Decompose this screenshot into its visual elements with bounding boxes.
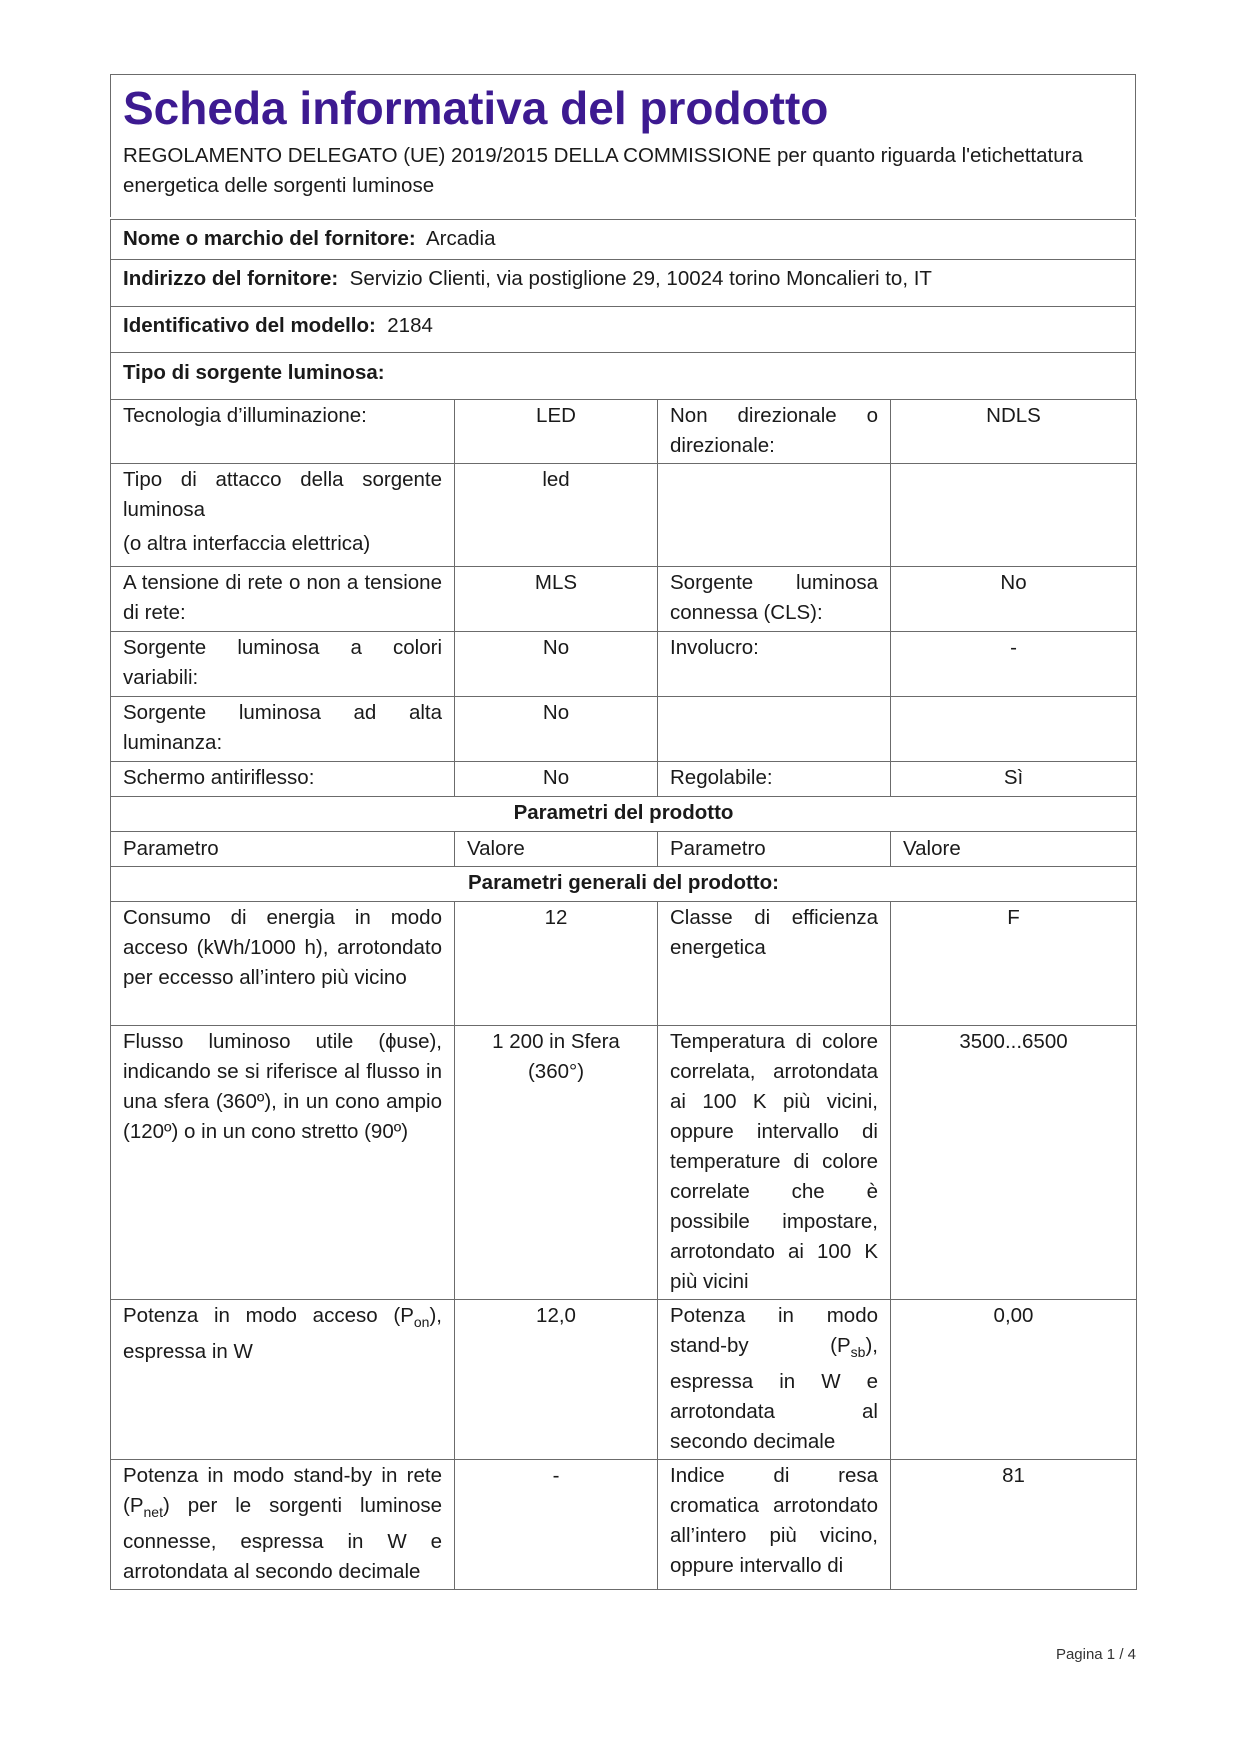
address-label: Indirizzo del fornitore: [123,267,339,290]
param-value: - [455,1460,658,1590]
param-value: No [455,762,658,797]
product-params-heading: Parametri del prodotto [111,797,1137,832]
param-label: Regolabile: [658,762,891,797]
param-label: Tecnologia d’illuminazione: [111,400,455,464]
param-label [658,697,891,762]
param-value: - [891,632,1137,697]
param-label [658,1300,891,1460]
network-standby-label-sub: net [143,1504,163,1521]
param-label [658,464,891,567]
network-standby-label-post: ) per le sorgenti luminose connesse, espressa in W e arrotondata al secondo decimale [123,1494,442,1584]
table-row [111,632,1137,697]
param-value: Sì [891,762,1137,797]
standby-power-label-pre: Potenza in modo stand-by (P [670,1304,878,1357]
param-value: No [455,632,658,697]
param-value: NDLS [891,400,1137,464]
param-value: 0,00 [891,1300,1137,1460]
table-row [111,1026,1137,1300]
param-label: Sorgente luminosa ad alta luminanza: [111,697,455,762]
param-value: F [891,902,1137,1026]
param-value: 81 [891,1460,1137,1590]
param-value: No [891,567,1137,632]
param-label: A tensione di rete o non a tensione di rete: [111,567,455,632]
param-label: Schermo antiriflesso: [111,762,455,797]
identity-block [110,219,1136,399]
param-label [111,1300,455,1460]
table-row [111,400,1137,464]
section-row [111,867,1137,902]
supplier-row [111,219,1135,260]
param-value: 12,0 [455,1300,658,1460]
table-row [111,464,1137,567]
table-row [111,902,1137,1026]
column-header-param: Parametro [111,832,455,867]
title-block [110,74,1136,217]
general-params-heading: Parametri generali del prodotto: [111,867,1137,902]
source-type-row [111,353,1135,399]
column-header-row [111,832,1137,867]
param-value [891,697,1137,762]
table-row [111,697,1137,762]
table-row [111,762,1137,797]
regulation-subtitle: REGOLAMENTO DELEGATO (UE) 2019/2015 DELLA COMMISSIONE per quanto riguarda l'etichettatura energetica delle sorgenti luminose [123,144,1083,197]
product-sheet [110,74,1136,1590]
page-title: Scheda informativa del prodotto [123,82,829,134]
param-value: LED [455,400,658,464]
page-number: Pagina 1 / 4 [1055,1646,1136,1663]
param-label-main: Tipo di attacco della sorgente luminosa [123,468,442,521]
column-header-value: Valore [891,832,1137,867]
param-label: Indice di resa cromatica arrotondato all’intero più vicino, oppure intervallo di [658,1460,891,1590]
param-label: Classe di efficienza energetica [658,902,891,1026]
table-row [111,1300,1137,1460]
param-label: Non direzionale o direzionale: [658,400,891,464]
param-label: Temperatura di colore correlata, arrotondata ai 100 K più vicini, oppure intervallo di temperature di colore correlate che è possibile impostare, arrotondato ai 100 K più vicini [658,1026,891,1300]
address-row [111,260,1135,307]
param-value: led [455,464,658,567]
column-header-value: Valore [455,832,658,867]
standby-power-label-post: ), espressa in W e arrotondata al secondo decimale [670,1334,878,1454]
parameters-table [110,399,1137,1590]
power-on-label-sub: on [413,1314,430,1331]
address-value: Servizio Clienti, via postiglione 29, 10024 torino Moncalieri to, IT [349,267,932,290]
power-on-label-post: ), espressa in W [123,1304,442,1364]
column-header-param: Parametro [658,832,891,867]
param-value [891,464,1137,567]
section-row [111,797,1137,832]
param-label: Sorgente luminosa a colori variabili: [111,632,455,697]
param-label: Sorgente luminosa connessa (CLS): [658,567,891,632]
param-value: No [455,697,658,762]
param-label [111,464,455,567]
param-label: Involucro: [658,632,891,697]
network-standby-label-pre: Potenza in modo stand-by in rete (P [123,1464,442,1518]
param-value: 3500...6500 [891,1026,1137,1300]
supplier-value: Arcadia [426,227,496,250]
param-value: 1 200 in Sfera (360°) [455,1026,658,1300]
param-value: MLS [455,567,658,632]
param-label [111,1460,455,1590]
table-row [111,567,1137,632]
param-value: 12 [455,902,658,1026]
power-on-label-pre: Potenza in modo acceso (P [123,1304,414,1327]
param-label: Flusso luminoso utile (ɸuse), indicando se si riferisce al flusso in una sfera (360º), in un cono ampio (120º) o in un cono stretto (90º) [111,1026,455,1300]
source-type-heading: Tipo di sorgente luminosa: [123,361,385,384]
param-label: Consumo di energia in modo acceso (kWh/1000 h), arrotondato per eccesso all’intero più vicino [111,902,455,1026]
model-label: Identificativo del modello: [123,314,376,337]
supplier-label: Nome o marchio del fornitore: [123,227,416,250]
model-value: 2184 [387,314,433,337]
param-label-note: (o altra interfaccia elettrica) [123,532,371,555]
table-row [111,1460,1137,1590]
model-row [111,307,1135,353]
standby-power-label-sub: sb [850,1344,866,1361]
